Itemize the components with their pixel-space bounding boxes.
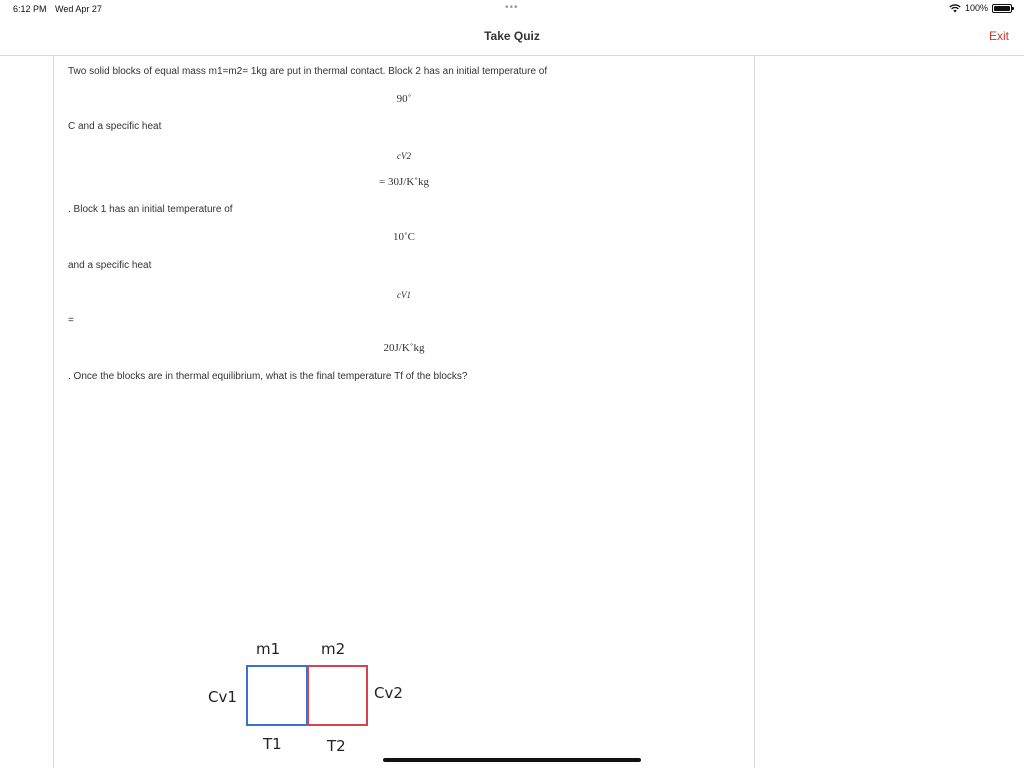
- question-text-line-4: and a specific heat: [68, 260, 152, 271]
- label-m2: m2: [321, 640, 346, 658]
- wifi-icon: [949, 4, 961, 13]
- math-cv2-value: = 30J/K˚kg: [379, 176, 429, 188]
- math-t1: 10˚C: [393, 231, 415, 243]
- status-right: [949, 3, 1012, 13]
- label-t2: T2: [327, 737, 346, 755]
- multitasking-dots-icon[interactable]: •••: [505, 2, 519, 13]
- question-text-line-3: . Block 1 has an initial temperature of: [68, 204, 233, 215]
- battery-icon: [992, 4, 1012, 13]
- nav-bar: [0, 18, 1024, 56]
- math-cv2-symbol: cV2: [397, 151, 411, 161]
- status-time: 6:12 PM: [13, 4, 47, 14]
- label-t1: T1: [263, 735, 282, 753]
- math-cv1-value: 20J/K˚kg: [383, 342, 425, 354]
- math-cv1-symbol: cV1: [397, 290, 411, 300]
- label-cv1: Cv1: [208, 688, 237, 706]
- status-bar: [0, 0, 1024, 18]
- page-title: Take Quiz: [484, 29, 540, 43]
- question-text-line-1: Two solid blocks of equal mass m1=m2= 1kg are put in thermal contact. Block 2 has an initial temperature of: [68, 66, 548, 77]
- question-panel: [53, 55, 755, 768]
- exit-button[interactable]: Exit: [988, 29, 1009, 43]
- question-text-line-5: =: [68, 315, 74, 326]
- home-indicator[interactable]: [383, 758, 641, 762]
- question-text-line-6: . Once the blocks are in thermal equilibrium, what is the final temperature Tf of the blocks?: [68, 371, 468, 382]
- battery-percent: 100%: [964, 3, 988, 13]
- math-t2: 90˚: [396, 93, 412, 105]
- question-text-line-2: C and a specific heat: [68, 121, 162, 132]
- status-date: Wed Apr 27: [55, 4, 102, 14]
- label-cv2: Cv2: [374, 684, 403, 702]
- label-m1: m1: [256, 640, 281, 658]
